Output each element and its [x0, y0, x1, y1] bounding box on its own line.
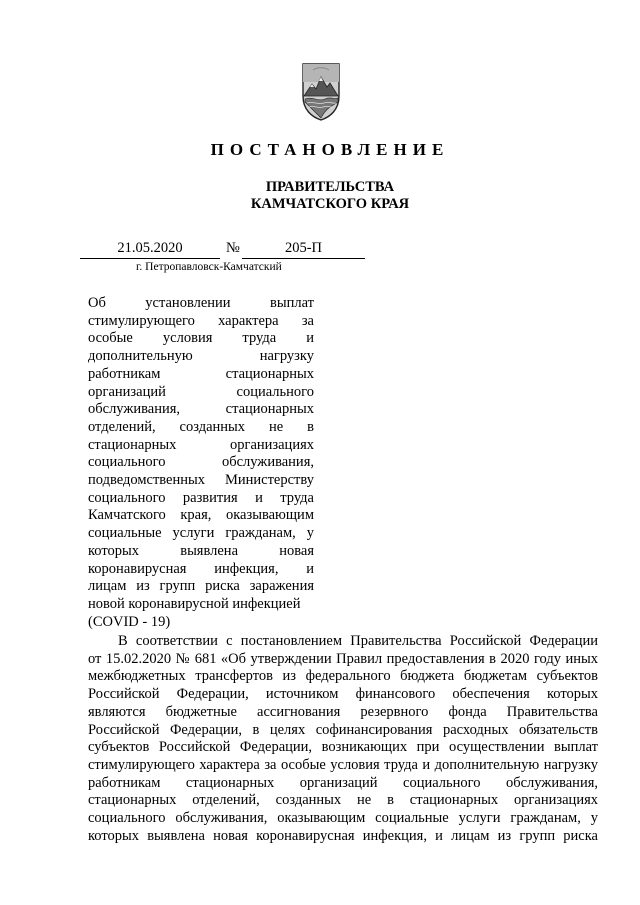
kamchatka-coat-of-arms-icon [300, 62, 342, 122]
issuing-authority [0, 179, 640, 213]
number-sign: № [226, 240, 240, 256]
subject-line: обслуживания, стационарных [88, 401, 314, 418]
subject-line: коронавирусная инфекция, и [88, 560, 314, 577]
subject-line: Об установлении выплат [88, 295, 314, 311]
body-line: Российской Федерации, в целях софинансирования расходных обязательств [88, 721, 598, 738]
authority-line: ПРАВИТЕЛЬСТВА [265, 179, 395, 195]
document-number: 205-П [242, 240, 365, 259]
subject-line: которых выявлена новая [88, 542, 314, 559]
body-line: стимулирующего характера за особые условия труда и дополнительную нагрузку [88, 756, 598, 773]
subject-line: организаций социального [88, 383, 314, 400]
subject-line: подведомственных Министерству [88, 472, 314, 489]
subject-line: особые условия труда и [88, 330, 314, 347]
body-line: от 15.02.2020 № 681 «Об утверждении Правил предоставления в 2020 году иных [88, 650, 598, 667]
body-line: Российской Федерации, источником финансового обеспечения которых [88, 686, 598, 703]
subject-line: новой коронавирусной инфекцией [88, 595, 301, 612]
body-line: работникам стационарных организаций социального обслуживания, [88, 774, 598, 791]
body-line: стационарных отделений, созданных не в стационарных организациях [88, 792, 598, 809]
body-line: межбюджетных трансфертов из федерального бюджета бюджетам субъектов [88, 668, 598, 685]
document-type-heading: ПОСТАНОВЛЕНИЕ [210, 140, 450, 159]
subject-line: дополнительную нагрузку [88, 348, 314, 365]
subject-line: стимулирующего характера за [88, 312, 314, 329]
city-label: г. Петропавловск-Камчатский [136, 261, 282, 273]
document-subject [88, 295, 314, 631]
body-line: которых выявлена новая коронавирусная инфекция, и лицам из групп риска [88, 827, 598, 844]
subject-line: Камчатского края, оказывающим [88, 507, 314, 524]
document-date: 21.05.2020 [80, 240, 220, 259]
subject-line: отделений, созданных не в [88, 418, 314, 435]
body-line: социального обслуживания, оказывающим социальные услуги гражданам, у [88, 810, 598, 827]
subject-line: социального развития и труда [88, 489, 314, 506]
body-line: являются бюджетные ассигнования резервного фонда Правительства [88, 703, 598, 720]
body-line: В соответствии с постановлением Правительства Российской Федерации [118, 633, 598, 649]
document-body [88, 633, 598, 845]
subject-line: работникам стационарных [88, 365, 314, 382]
subject-line: лицам из групп риска заражения [88, 578, 314, 595]
subject-line: стационарных организациях [88, 436, 314, 453]
subject-line: социальные услуги гражданам, у [88, 525, 314, 542]
authority-line: КАМЧАТСКОГО КРАЯ [250, 196, 410, 212]
subject-line: (COVID - 19) [88, 613, 171, 630]
subject-line: социального обслуживания, [88, 454, 314, 471]
body-line: субъектов Российской Федерации, возникающих при осуществлении выплат [88, 739, 598, 756]
